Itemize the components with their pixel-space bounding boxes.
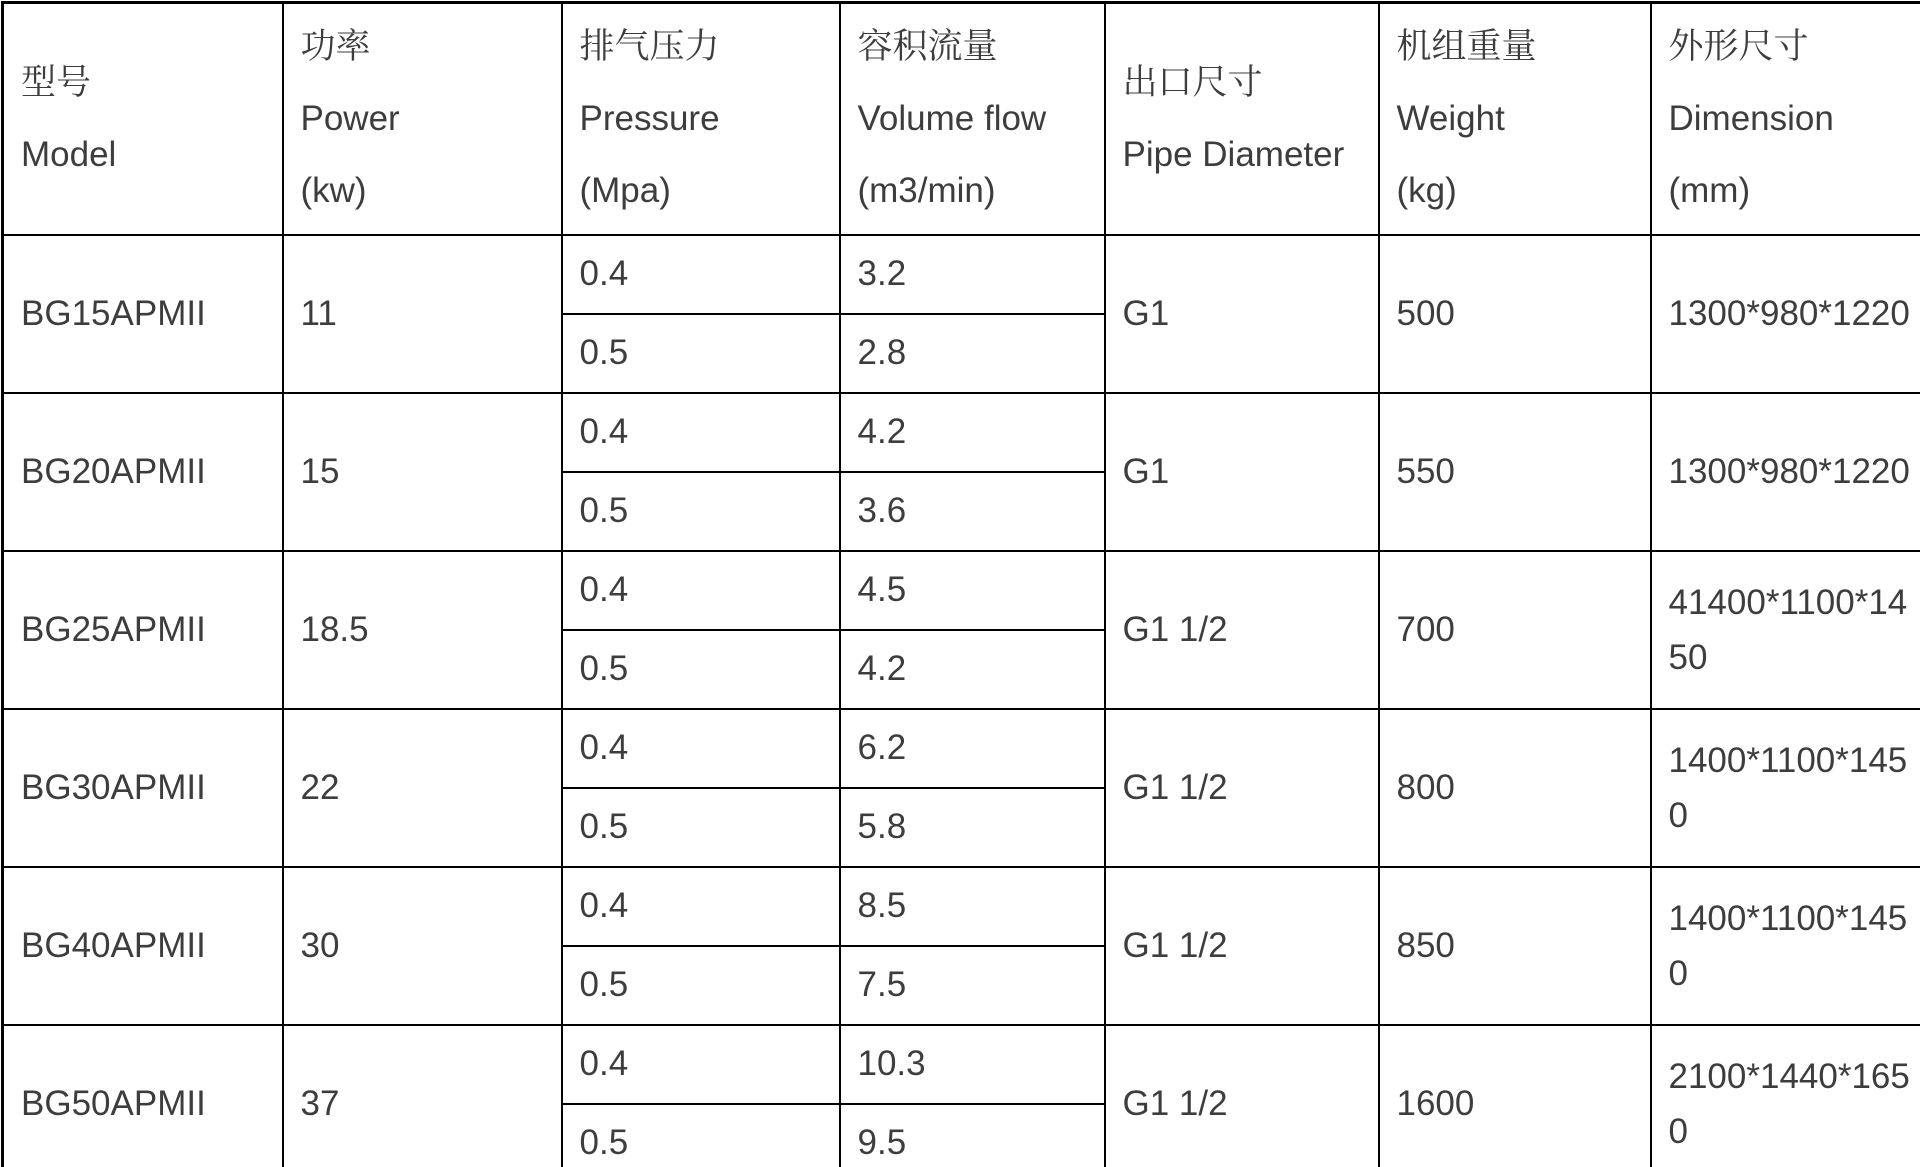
col-header-dimension-en: Dimension <box>1668 98 1834 138</box>
dimension-cell: 1400*1100*1450 <box>1651 709 1920 867</box>
pipe-cell: G1 <box>1105 235 1379 393</box>
pressure-cell: 0.4 <box>562 551 840 630</box>
pipe-cell: G1 1/2 <box>1105 867 1379 1025</box>
col-header-weight-zh: 机组重量 <box>1396 26 1537 66</box>
header-row <box>3 3 1920 235</box>
model-cell: BG50APMII <box>3 1025 283 1167</box>
flow-cell: 3.6 <box>840 472 1105 551</box>
col-header-volume-flow-en: Volume flow <box>857 98 1047 138</box>
col-header-model-zh: 型号 <box>21 62 92 102</box>
col-header-pipe-diameter-en: Pipe Diameter <box>1122 134 1345 174</box>
pressure-cell: 0.4 <box>562 235 840 314</box>
col-header-power-unit: (kw) <box>300 170 367 210</box>
pressure-cell: 0.4 <box>562 393 840 472</box>
flow-cell: 9.5 <box>840 1104 1105 1167</box>
pipe-cell: G1 1/2 <box>1105 551 1379 709</box>
table-row <box>3 709 1920 867</box>
col-header-model-en: Model <box>21 134 117 174</box>
flow-cell: 4.2 <box>840 630 1105 709</box>
col-header-dimension-unit: (mm) <box>1668 170 1751 210</box>
spec-table <box>1 1 1920 1167</box>
col-header-volume-flow <box>840 3 1105 235</box>
col-header-power-en: Power <box>300 98 400 138</box>
weight-cell: 850 <box>1379 867 1651 1025</box>
power-cell: 30 <box>283 867 562 1025</box>
table-row <box>3 1025 1920 1167</box>
col-header-pressure-en: Pressure <box>579 98 720 138</box>
col-header-pipe-diameter <box>1105 3 1379 235</box>
power-cell: 18.5 <box>283 551 562 709</box>
col-header-weight-unit: (kg) <box>1396 170 1457 210</box>
col-header-pressure-zh: 排气压力 <box>579 26 720 66</box>
col-header-volume-flow-zh: 容积流量 <box>857 26 998 66</box>
model-cell: BG30APMII <box>3 709 283 867</box>
power-cell: 37 <box>283 1025 562 1167</box>
pressure-cell: 0.5 <box>562 788 840 867</box>
weight-cell: 1600 <box>1379 1025 1651 1167</box>
model-cell: BG15APMII <box>3 235 283 393</box>
table-row <box>3 393 1920 551</box>
col-header-volume-flow-unit: (m3/min) <box>857 170 996 210</box>
power-cell: 22 <box>283 709 562 867</box>
weight-cell: 500 <box>1379 235 1651 393</box>
flow-cell: 4.2 <box>840 393 1105 472</box>
dimension-cell: 1300*980*1220 <box>1651 235 1920 393</box>
pressure-cell: 0.5 <box>562 472 840 551</box>
flow-cell: 10.3 <box>840 1025 1105 1104</box>
col-header-pipe-diameter-zh: 出口尺寸 <box>1122 62 1263 102</box>
model-cell: BG20APMII <box>3 393 283 551</box>
dimension-cell: 2100*1440*1650 <box>1651 1025 1920 1167</box>
dimension-cell: 1400*1100*1450 <box>1651 867 1920 1025</box>
flow-cell: 3.2 <box>840 235 1105 314</box>
model-cell: BG40APMII <box>3 867 283 1025</box>
table-row <box>3 867 1920 1025</box>
power-cell: 11 <box>283 235 562 393</box>
table-row <box>3 551 1920 709</box>
pressure-cell: 0.5 <box>562 1104 840 1167</box>
col-header-power-zh: 功率 <box>300 26 371 66</box>
flow-cell: 6.2 <box>840 709 1105 788</box>
weight-cell: 800 <box>1379 709 1651 867</box>
weight-cell: 550 <box>1379 393 1651 551</box>
power-cell: 15 <box>283 393 562 551</box>
pressure-cell: 0.4 <box>562 709 840 788</box>
pressure-cell: 0.4 <box>562 867 840 946</box>
pipe-cell: G1 <box>1105 393 1379 551</box>
pipe-cell: G1 1/2 <box>1105 1025 1379 1167</box>
pressure-cell: 0.4 <box>562 1025 840 1104</box>
col-header-pressure <box>562 3 840 235</box>
pressure-cell: 0.5 <box>562 630 840 709</box>
col-header-dimension-zh: 外形尺寸 <box>1668 26 1809 66</box>
weight-cell: 700 <box>1379 551 1651 709</box>
flow-cell: 2.8 <box>840 314 1105 393</box>
table-row <box>3 235 1920 393</box>
pressure-cell: 0.5 <box>562 946 840 1025</box>
col-header-power <box>283 3 562 235</box>
col-header-dimension <box>1651 3 1920 235</box>
col-header-weight <box>1379 3 1651 235</box>
model-cell: BG25APMII <box>3 551 283 709</box>
dimension-cell: 1300*980*1220 <box>1651 393 1920 551</box>
pressure-cell: 0.5 <box>562 314 840 393</box>
flow-cell: 8.5 <box>840 867 1105 946</box>
flow-cell: 7.5 <box>840 946 1105 1025</box>
flow-cell: 4.5 <box>840 551 1105 630</box>
col-header-model <box>3 3 283 235</box>
dimension-cell: 41400*1100*1450 <box>1651 551 1920 709</box>
pipe-cell: G1 1/2 <box>1105 709 1379 867</box>
flow-cell: 5.8 <box>840 788 1105 867</box>
col-header-pressure-unit: (Mpa) <box>579 170 671 210</box>
col-header-weight-en: Weight <box>1396 98 1505 138</box>
